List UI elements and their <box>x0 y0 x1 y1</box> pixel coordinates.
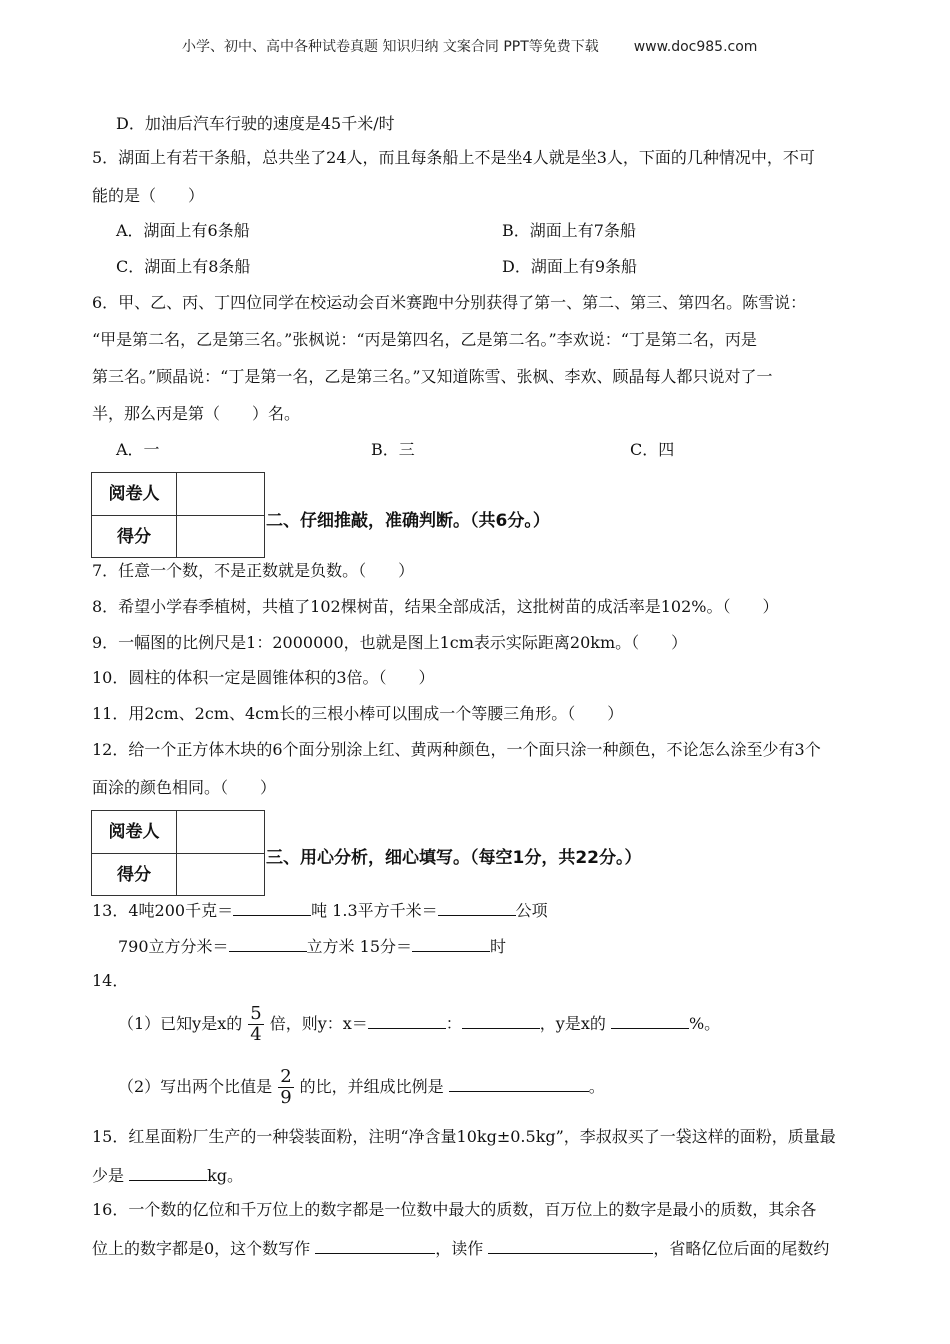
q5-option-a: A．湖面上有6条船 <box>116 221 250 240</box>
q13-b-unit: 公项 <box>515 901 548 920</box>
q5-option-d: D．湖面上有9条船 <box>502 257 638 276</box>
q14-p2-end: 。 <box>588 1077 605 1096</box>
q14-p1-end: %。 <box>688 1014 721 1033</box>
score-row <box>92 515 264 558</box>
q16-mid: ，读作 <box>435 1239 484 1258</box>
q8: 8．希望小学春季植树，共植了102棵树苗，结果全部成活，这批树苗的成活率是102%。（ ） <box>92 597 779 616</box>
reviewer-row <box>92 473 264 515</box>
q6-line2: “甲是第二名，乙是第三名。”张枫说：“丙是第四名，乙是第二名。”李欢说：“丁是第二名，丙是 <box>92 330 757 349</box>
q14-p1-tail: ，y是x的 <box>539 1014 606 1033</box>
q15-blank[interactable] <box>129 1164 207 1181</box>
q14-blank-2[interactable] <box>462 1012 540 1029</box>
header-site-link[interactable]: www.doc985.com <box>633 39 758 55</box>
q13-blank-2[interactable] <box>438 899 516 916</box>
q5-line1: 5．湖面上有若干条船，总共坐了24人，而且每条船上不是坐4人就是坐3人，下面的几种情况中，不可 <box>92 148 815 167</box>
fraction-2-9 <box>278 1067 293 1108</box>
q6-line3: 第三名。”顾晶说：“丁是第一名，乙是第三名。”又知道陈雪、张枫、李欢、顾晶每人都只说对了一 <box>92 367 773 386</box>
score-box-section2 <box>91 472 265 558</box>
reviewer-row <box>92 811 264 853</box>
q12-line1: 12．给一个正方体木块的6个面分别涂上红、黄两种颜色，一个面只涂一种颜色，不论怎么涂至少有3个 <box>92 740 821 759</box>
reviewer-label: 阅卷人 <box>92 811 177 853</box>
score-label: 得分 <box>92 516 177 558</box>
q16-end: ，省略亿位后面的尾数约 <box>653 1239 830 1258</box>
q12-line2: 面涂的颜色相同。（ ） <box>92 778 277 797</box>
q13-line2 <box>118 935 506 957</box>
q4-option-d: D．加油后汽车行驶的速度是45千米/时 <box>116 114 395 133</box>
q15-pre: 少是 <box>92 1166 125 1185</box>
q15-end: kg。 <box>207 1166 244 1185</box>
q5-option-b: B．湖面上有7条船 <box>502 221 636 240</box>
q13-d-unit: 时 <box>490 937 507 956</box>
q6-option-c: C．四 <box>630 440 675 459</box>
q13-a-unit: 吨 1.3平方千米＝ <box>311 901 438 920</box>
q14-p2-mid: 的比，并组成比例是 <box>299 1077 444 1096</box>
q16-blank-1[interactable] <box>315 1237 435 1254</box>
fraction-numerator: 5 <box>250 1003 262 1024</box>
q13-c-unit: 立方米 15分＝ <box>306 937 412 956</box>
q13-blank-3[interactable] <box>229 935 307 952</box>
q11: 11．用2cm、2cm、4cm长的三根小棒可以围成一个等腰三角形。（ ） <box>92 704 624 723</box>
q16-blank-2[interactable] <box>488 1237 653 1254</box>
score-box-section3 <box>91 810 265 896</box>
q14-blank-4[interactable] <box>449 1075 589 1092</box>
q13-blank-4[interactable] <box>412 935 490 952</box>
fraction-denominator: 4 <box>250 1024 262 1045</box>
q16-line1: 16．一个数的亿位和千万位上的数字都是一位数中最大的质数，百万位上的数字是最小的质数，其余各 <box>92 1200 817 1219</box>
q13-blank-1[interactable] <box>233 899 311 916</box>
q6-option-b: B．三 <box>371 440 415 459</box>
score-label: 得分 <box>92 854 177 896</box>
q10: 10．圆柱的体积一定是圆锥体积的3倍。（ ） <box>92 668 435 687</box>
fraction-denominator: 9 <box>280 1087 292 1108</box>
q6-option-a: A．一 <box>116 440 160 459</box>
section3-title: 三、用心分析，细心填写。（每空1分，共22分。） <box>266 848 642 868</box>
q14-number: 14． <box>92 971 129 990</box>
q13-line1 <box>92 899 548 921</box>
q13-a-text: 13．4吨200千克＝ <box>92 901 234 920</box>
q14-p1-colon: ： <box>445 1014 462 1033</box>
q9: 9．一幅图的比例尺是1：2000000，也就是图上1cm表示实际距离20km。（ ） <box>92 633 688 652</box>
fraction-5-4 <box>248 1004 263 1045</box>
header-text: 小学、初中、高中各种试卷真题 知识归纳 文案合同 PPT等免费下载 <box>182 39 599 55</box>
q14-part1 <box>118 1004 720 1045</box>
q6-line1: 6．甲、乙、丙、丁四位同学在校运动会百米赛跑中分别获得了第一、第二、第三、第四名。陈雪说： <box>92 293 807 312</box>
q14-p1-mid: 倍，则y：x＝ <box>269 1014 368 1033</box>
q15-line1: 15．红星面粉厂生产的一种袋装面粉，注明“净含量10kg±0.5kg”，李叔叔买了一袋这样的面粉，质量最 <box>92 1127 836 1146</box>
page-header <box>182 36 757 56</box>
q14-p1-pre: （1）已知y是x的 <box>118 1014 243 1033</box>
q5-line2: 能的是（ ） <box>92 186 205 205</box>
q14-part2 <box>118 1067 605 1108</box>
q5-option-c: C．湖面上有8条船 <box>116 257 251 276</box>
q14-p2-pre: （2）写出两个比值是 <box>118 1077 273 1096</box>
reviewer-label: 阅卷人 <box>92 473 177 515</box>
fraction-numerator: 2 <box>280 1066 292 1087</box>
q16-pre: 位上的数字都是0，这个数写作 <box>92 1239 311 1258</box>
section2-title: 二、仔细推敲，准确判断。（共6分。） <box>266 511 550 531</box>
q6-line4: 半，那么丙是第（ ）名。 <box>92 404 301 423</box>
q15-line2 <box>92 1164 243 1186</box>
score-row <box>92 853 264 896</box>
q14-blank-3[interactable] <box>611 1012 689 1029</box>
q16-line2 <box>92 1237 829 1259</box>
q14-blank-1[interactable] <box>368 1012 446 1029</box>
q13-c-text: 790立方分米＝ <box>118 937 229 956</box>
q7: 7．任意一个数，不是正数就是负数。（ ） <box>92 561 415 580</box>
